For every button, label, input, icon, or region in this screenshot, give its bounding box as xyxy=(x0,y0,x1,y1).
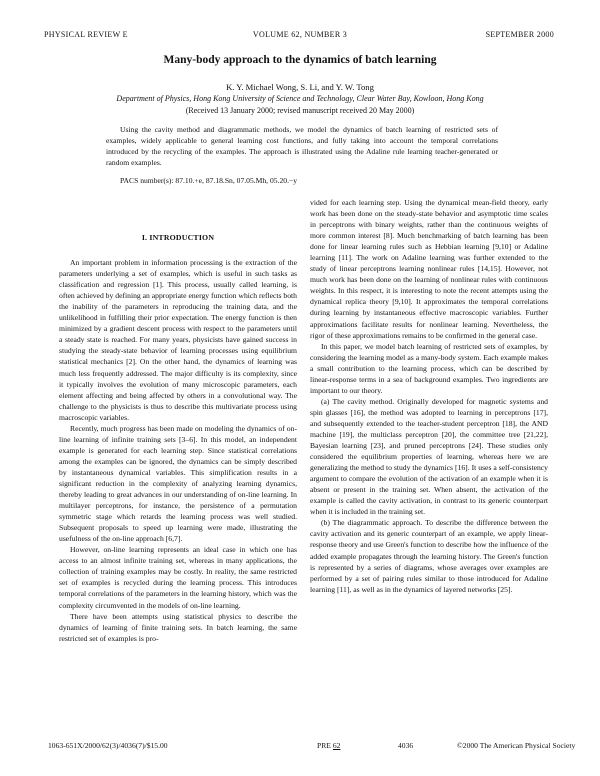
authors: K. Y. Michael Wong, S. Li, and Y. W. Tong xyxy=(226,82,374,92)
paragraph: In this paper, we model batch learning of restricted sets of examples, by considering the learning model as a many-body system. Each example makes a small contribution to the learning process, which can be described by linear-response terms in a sea of background examples. Two ingredients are important to our theory. xyxy=(310,341,548,395)
footer-journal-name: PRE xyxy=(317,741,331,750)
affiliation: Department of Physics, Hong Kong University of Science and Technology, Clear Water Bay, Kowloon, Hong Kong xyxy=(116,94,484,103)
paragraph: An important problem in information processing is the extraction of the parameters underlying a set of examples, which is useful in such tasks as classification and regression [1]. This process, usually called learning, is often achieved by defining an appropriate energy function which reflects both the inability of the parameters in reproducing the training data, and the unlikelihood in fulfilling their prior expectation. The energy function is then minimized by a gradient descent process with respect to the parameters until a steady state is reached. For many years, physicists have gained success in studying the steady-state behavior of learning processes using equilibrium statistical mechanics [2]. On the other hand, the dynamics of learning was much less frequently addressed. The major difficulty is its complexity, since it typically involves the evolution of many microscopic parameters, each element affecting and being affected by others in a convolutional way. The challenge to the physicists is thus to describe this multivariate process using macroscopic variables. xyxy=(59,258,297,422)
abstract: Using the cavity method and diagrammatic methods, we model the dynamics of batch learning of restricted sets of examples, widely applicable to general learning cost functions, and fully taking into account the temporal correlations introduced by the recycling of the examples. The approach is illustrated using the Adaline rule learning teacher-generated or random examples. xyxy=(106,125,498,167)
received-dates: (Received 13 January 2000; revised manuscript received 20 May 2000) xyxy=(185,106,415,115)
footer-code: 1063-651X/2000/62(3)/4036(7)/$15.00 xyxy=(48,741,168,750)
footer-volume: 62 xyxy=(332,741,341,750)
left-column xyxy=(59,197,297,644)
paragraph: (a) The cavity method. Originally developed for magnetic systems and spin glasses [16], the method was adopted to learning in perceptrons [17], and subsequently extended to the teacher-student perceptron [18], the AND machine [19], the multiclass perceptron [20], the committee tree [21,22], Bayesian learning [23], and pruned perceptrons [24]. These studies only considered the equilibrium properties of learning, whereas here we are generalizing the method to study the dynamics [16]. It uses a self-consistency argument to compare the evolution of the activation of an example when it is absent or present in the training set. When absent, the activation of the example is called the cavity activation, in contrast to its generic counterpart when it is included in the training set. xyxy=(310,396,548,517)
paragraph: (b) The diagrammatic approach. To describe the difference between the cavity activation and its generic counterpart of an example, we apply linear-response theory and use Green's function to describe how the influence of the added example propagates through the learning history. The Green's function is represented by a series of diagrams, whose averages over examples are performed by a set of pairing rules similar to those introduced for Adaline learning [11], as well as in the dynamics of layered networks [25]. xyxy=(310,518,548,594)
issue-date: SEPTEMBER 2000 xyxy=(485,30,554,39)
paragraph: Recently, much progress has been made on modeling the dynamics of on-line learning of infinite training sets [3–6]. In this model, an independent example is generated for each learning step. Since statistical correlations among the examples can be ignored, the dynamics can be simply described by instantaneous dynamical variables. This simplification results in a significant reduction in the complexity of analyzing learning dynamics, thereby leading to great advances in our understanding of on-line learning. In multilayer perceptrons, for instance, the persistence of a permutation symmetric stage which retards the learning process was well studied. Subsequent proposals to speed up learning were made, illustrating the usefulness of the on-line approach [6,7]. xyxy=(59,423,297,544)
paper-title: Many-body approach to the dynamics of batch learning xyxy=(163,54,437,66)
paragraph: vided for each learning step. Using the dynamical mean-field theory, early work has been done on the steady-state behavior and asymptotic time scales in perceptrons with binary weights, rather than the continuous weights of more common interest [8]. Much benchmarking of batch learning has been done for linear learning rules such as Hebbian learning [9,10] or Adaline learning [11]. The work on Adaline learning was further extended to the study of linear perceptrons learning nonlinear rules [14,15]. However, not much work has been done on the learning of nonlinear rules with continuous weights. In this respect, it is interesting to note the recent attempts using the dynamical replica theory [9,10]. It approximates the temporal correlations during learning by instantaneous effective macroscopic variables. Further approximations facilitate results for nonlinear learning. Nevertheless, the rigor of these approximations remains to be confirmed in the general case. xyxy=(310,198,548,340)
footer-page: 4036 xyxy=(398,741,414,750)
pacs-numbers: PACS number(s): 87.10.+e, 87.18.Sn, 07.05.Mh, 05.20.−y xyxy=(120,176,298,185)
volume-number: VOLUME 62, NUMBER 3 xyxy=(252,30,348,39)
footer-journal xyxy=(317,741,340,750)
paragraph: There have been attempts using statistical physics to describe the dynamics of learning of finite training sets. In batch learning, the same restricted set of examples is pro- xyxy=(59,611,297,643)
right-column xyxy=(310,197,548,595)
journal-name: PHYSICAL REVIEW E xyxy=(44,30,128,39)
section-heading: I. INTRODUCTION xyxy=(141,233,215,242)
paragraph: However, on-line learning represents an ideal case in which one has access to an almost infinite training set, whereas in many applications, the collection of training examples may be costly. In reality, the same restricted set of examples is recycled during the learning process. This introduces temporal correlations of the parameters in the learning history, which was the complexity circumvented in the models of on-line learning. xyxy=(59,545,297,610)
footer-copyright: ©2000 The American Physical Society xyxy=(457,741,576,750)
